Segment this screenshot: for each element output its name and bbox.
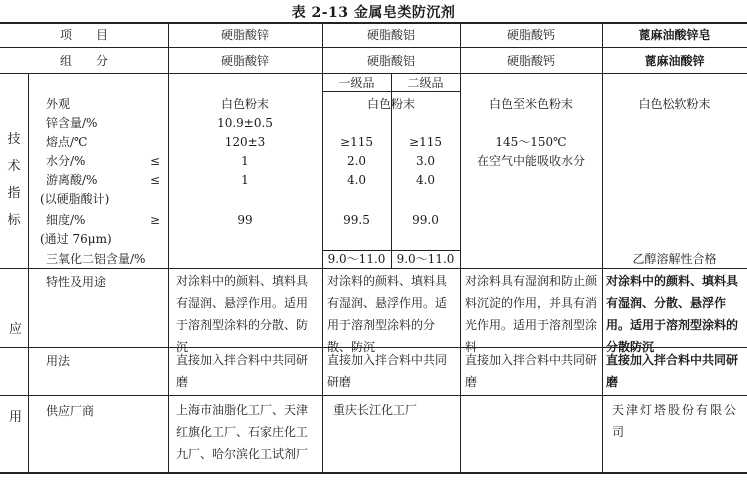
- row-label: 熔点/℃: [46, 135, 88, 149]
- header-calcium: 硬脂酸钙: [506, 28, 555, 42]
- rule-bottom: [0, 472, 747, 474]
- row-label-note: (通过 76μm): [40, 232, 112, 246]
- component-zinc: 硬脂酸锌: [220, 54, 269, 68]
- section-tech-indicators: 技术指标: [7, 132, 21, 228]
- row-label: 用法: [46, 354, 71, 368]
- row-label: 游离酸/%: [46, 173, 98, 187]
- col-rule: [28, 73, 29, 472]
- row-label: 锌含量/%: [46, 116, 98, 130]
- table-caption: 表 2-13 金属皂类防沉剂: [291, 5, 456, 21]
- section-application-1: 应: [9, 322, 23, 337]
- grade-first: 一级品: [338, 76, 375, 90]
- row-operator: ≤: [150, 154, 161, 168]
- cell-aluminium-second: 9.0～11.0: [396, 252, 455, 266]
- cell-zinc: 99: [237, 213, 253, 227]
- cell-ricinoleate: 直接加入拌合料中共同研磨: [606, 353, 739, 389]
- cell-aluminium: 重庆长江化工厂: [333, 403, 418, 417]
- col-rule: [168, 22, 169, 472]
- cell-aluminium-second: 3.0: [415, 154, 436, 168]
- cell-aluminium-first: 4.0: [346, 173, 367, 187]
- row-label-note: (以硬脂酸计): [40, 192, 110, 206]
- row-label: 外观: [46, 97, 71, 111]
- cell-calcium: 在空气中能吸收水分: [476, 154, 585, 168]
- cell-aluminium-second: 99.0: [412, 213, 439, 227]
- cell-aluminium-first: 99.5: [343, 213, 370, 227]
- cell-zinc: 10.9±0.5: [217, 116, 273, 130]
- cell-zinc: 120±3: [224, 135, 266, 149]
- cell-aluminium-second: ≥115: [409, 135, 442, 149]
- component-aluminium: 硬脂酸铝: [366, 54, 415, 68]
- cell-zinc: 1: [241, 154, 249, 168]
- cell-calcium: 145～150℃: [495, 135, 567, 149]
- cell-zinc: 对涂料中的颜料、填料具有湿润、悬浮作用。适用于溶剂型涂料的分散、防沉: [176, 274, 309, 354]
- section-application-2: 用: [9, 410, 23, 425]
- rule: [0, 268, 747, 269]
- cell-aluminium-first: ≥115: [340, 135, 373, 149]
- row-label: 供应厂商: [46, 404, 95, 418]
- component-ricinoleate: 蓖麻油酸锌: [644, 54, 705, 68]
- cell-aluminium-first: 2.0: [346, 154, 367, 168]
- rule: [0, 395, 747, 396]
- cell-zinc: 直接加入拌合料中共同研磨: [176, 353, 309, 389]
- header-aluminium: 硬脂酸铝: [366, 28, 415, 42]
- row-operator: ≤: [150, 173, 161, 187]
- cell-aluminium-second: 4.0: [415, 173, 436, 187]
- row-label: 三氧化二铝含量/%: [46, 252, 146, 266]
- cell-aluminium-first: 9.0～11.0: [327, 252, 386, 266]
- cell-ricinoleate: 白色松软粉末: [638, 97, 711, 111]
- component-calcium: 硬脂酸钙: [506, 54, 555, 68]
- cell-aluminium: 直接加入拌合料中共同研磨: [327, 353, 448, 389]
- header-component-label: 组 分: [59, 54, 108, 68]
- row-operator: ≥: [150, 213, 161, 227]
- cell-ricinoleate: 对涂料中的颜料、填料具有湿润、分散、悬浮作用。适用于溶剂型涂料的分散防沉: [606, 274, 739, 354]
- col-rule: [460, 22, 461, 472]
- col-rule: [602, 22, 603, 472]
- row-label: 细度/%: [46, 213, 86, 227]
- row-label: 水分/%: [46, 154, 86, 168]
- cell-aluminium: 白色粉末: [366, 97, 415, 111]
- header-item-label: 项 目: [59, 28, 108, 42]
- cell-zinc: 1: [241, 173, 249, 187]
- cell-aluminium: 对涂料的颜料、填料具有湿润、悬浮作用。适用于溶剂型涂料的分散、防沉: [327, 274, 448, 354]
- rule: [0, 47, 747, 48]
- rule-top: [0, 22, 747, 24]
- cell-zinc: 上海市油脂化工厂、天津红旗化工厂、石家庄化工九厂、哈尔滨化工试剂厂: [176, 403, 309, 461]
- cell-ricinoleate: 天津灯塔股份有限公司: [612, 403, 739, 439]
- row-label: 特性及用途: [46, 275, 107, 289]
- rule: [0, 73, 747, 74]
- cell-ricinoleate: 乙醇溶解性合格: [632, 252, 717, 266]
- cell-calcium: 白色至米色粉末: [488, 97, 573, 111]
- cell-calcium: 直接加入拌合料中共同研磨: [465, 353, 598, 389]
- header-zinc: 硬脂酸锌: [220, 28, 269, 42]
- cell-calcium: 对涂料具有湿润和防止颜料沉淀的作用，并具有消光作用。适用于溶剂型涂料: [465, 274, 598, 354]
- header-ricinoleate: 蓖麻油酸锌皂: [638, 28, 711, 42]
- cell-zinc: 白色粉末: [220, 97, 269, 111]
- grade-second: 二级品: [407, 76, 444, 90]
